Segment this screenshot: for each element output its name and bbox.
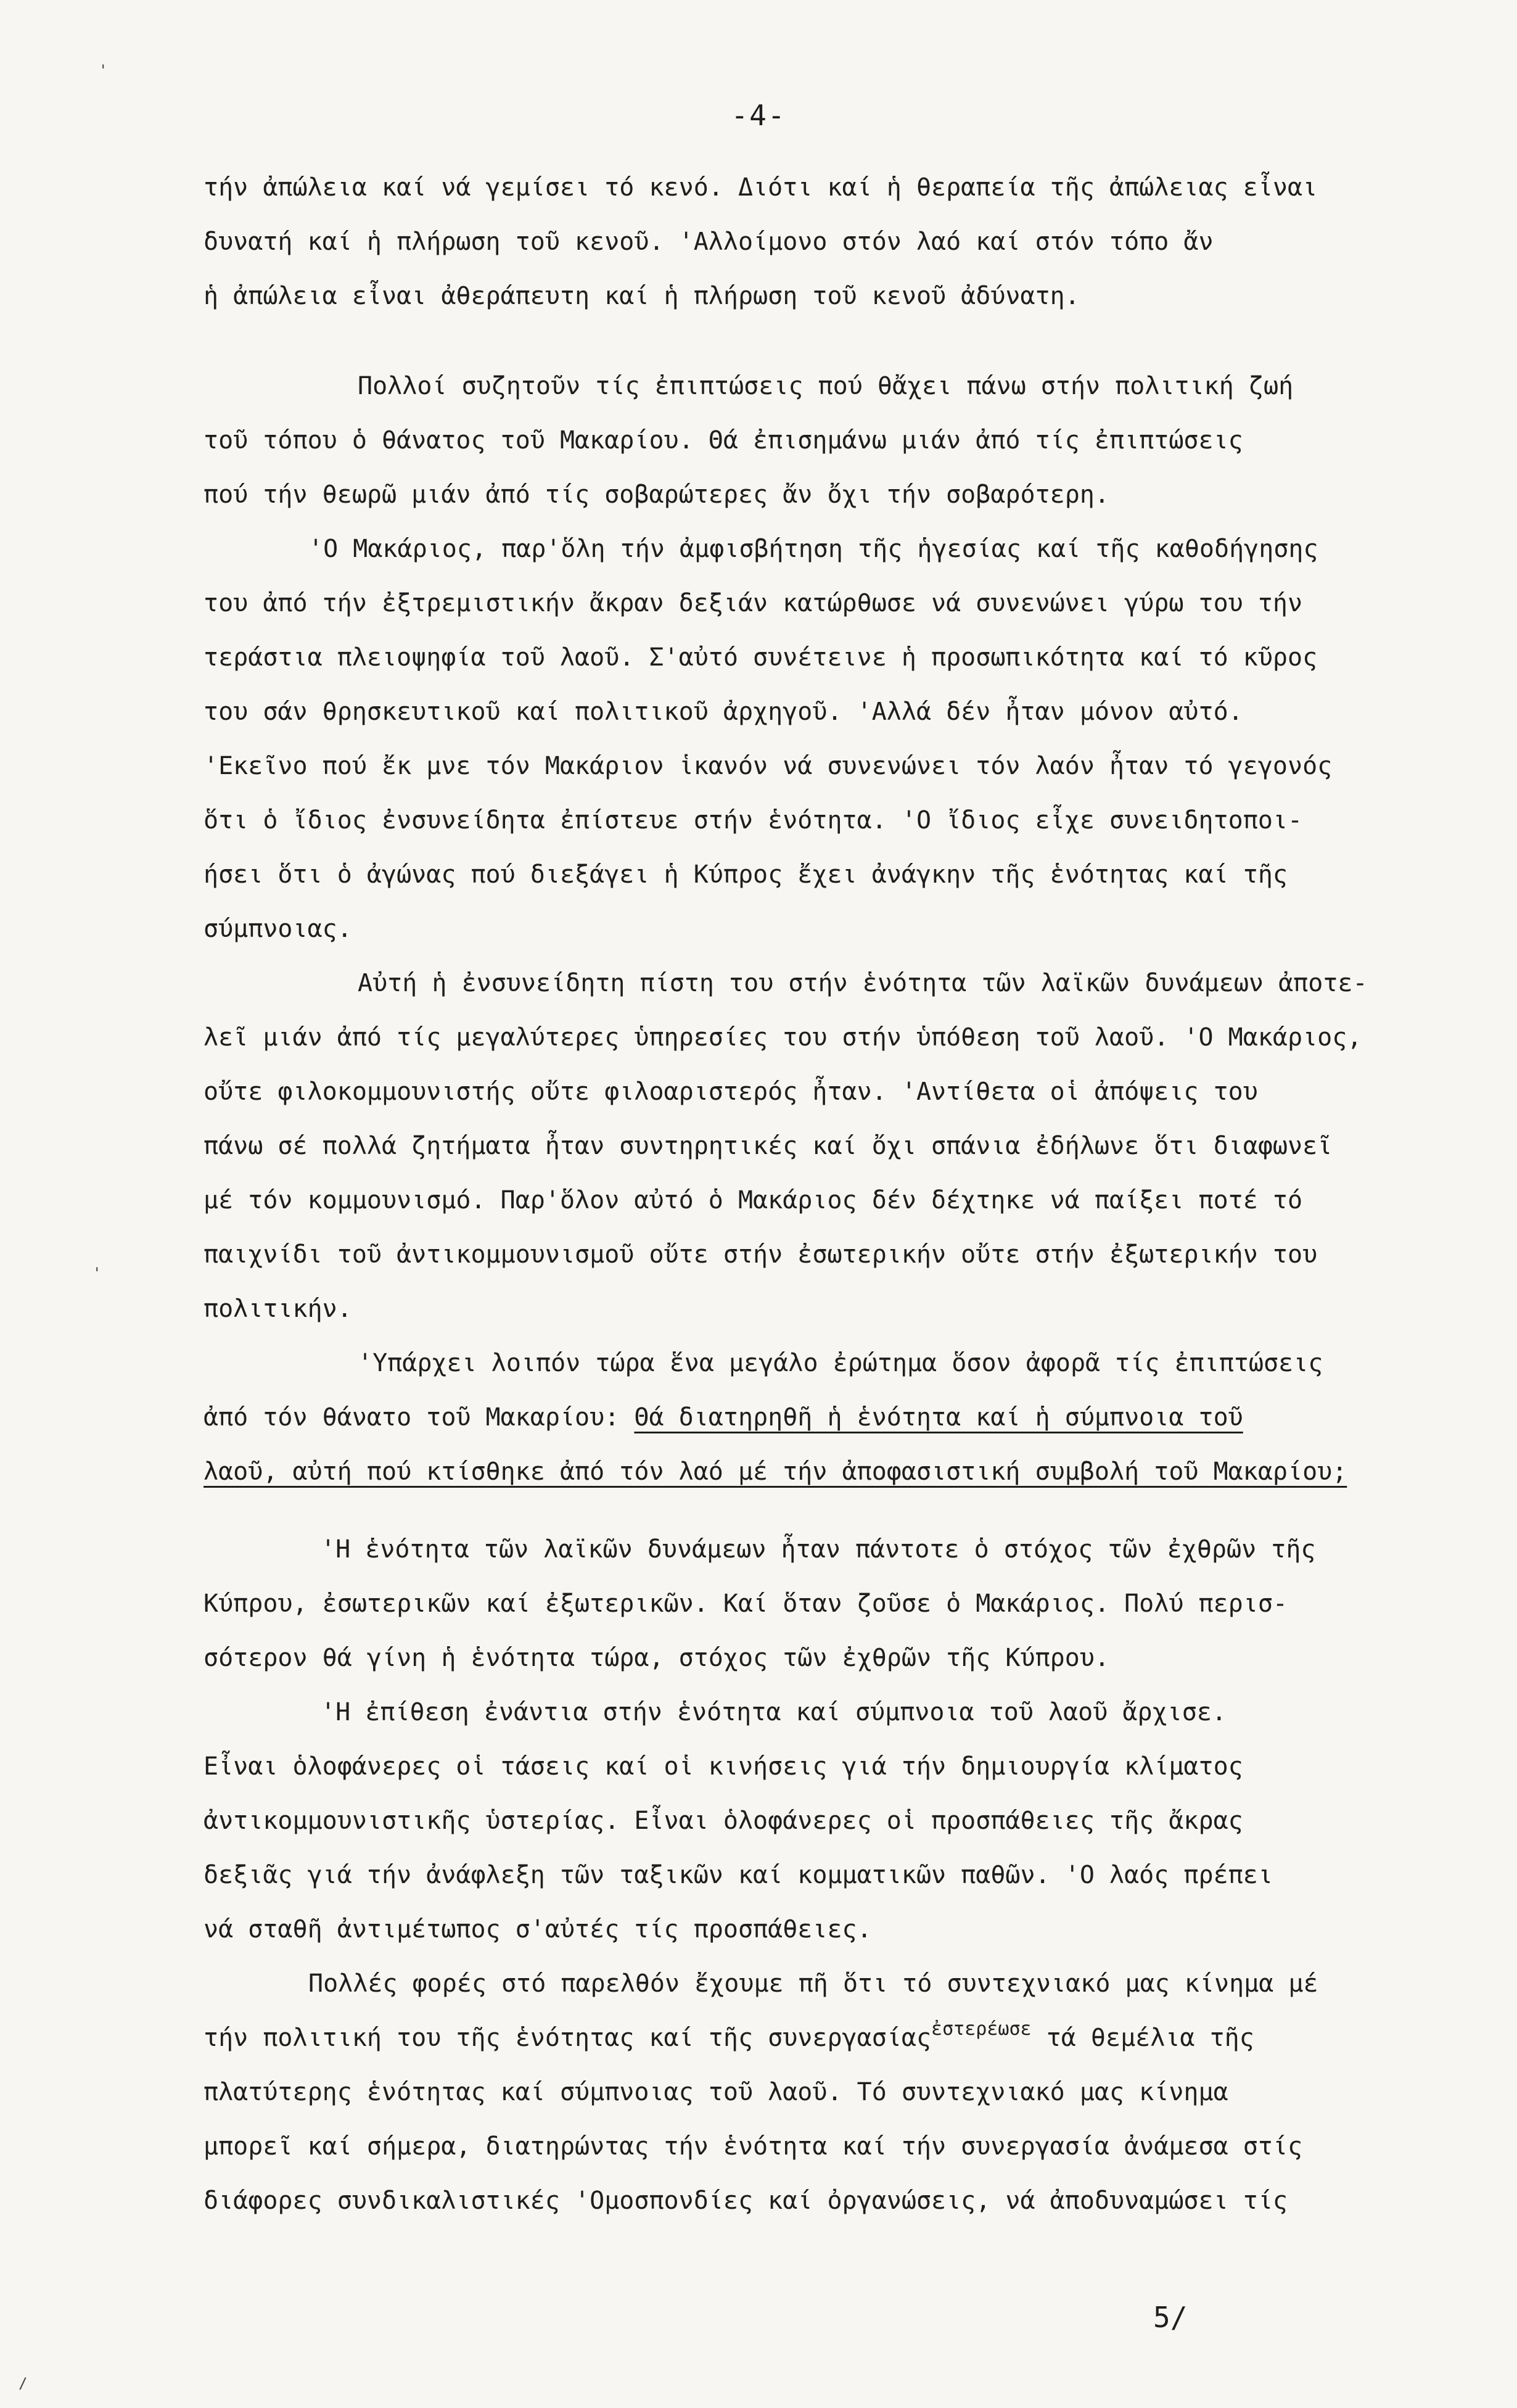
text-line: διάφορες συνδικαλιστικές 'Ομοσπονδίες καί ὀργανώσεις, νά ἀποδυναμώσει τίς: [204, 2187, 1288, 2215]
text-line: τεράστια πλειοψηφία τοῦ λαοῦ. Σ'αὐτό συνέτεινε ἡ προσωπικότητα καί τό κῦρος: [204, 643, 1318, 672]
text-line: σότερον θά γίνη ἡ ἑνότητα τώρα, στόχος τῶν ἐχθρῶν τῆς Κύπρου.: [204, 1644, 1110, 1672]
scan-mark: /: [18, 2375, 28, 2392]
underlined-question: λαοῦ, αὐτή πού κτίσθηκε ἀπό τόν λαό μέ τήν ἀποφασιστική συμβολή τοῦ Μακαρίου;: [204, 1458, 1347, 1486]
text-line: λεῖ μιάν ἀπό τίς μεγαλύτερες ὑπηρεσίες του στήν ὑπόθεση τοῦ λαοῦ. 'Ο Μακάριος,: [204, 1023, 1362, 1052]
text-line: 'Η ἑνότητα τῶν λαϊκῶν δυνάμεων ἦταν πάντοτε ὁ στόχος τῶν ἐχθρῶν τῆς: [321, 1535, 1316, 1564]
text-line: ὅτι ὁ ἴδιος ἐνσυνείδητα ἐπίστευε στήν ἑνότητα. 'Ο ἴδιος εἶχε συνειδητοποι-: [204, 806, 1303, 835]
text-line: μπορεῖ καί σήμερα, διατηρώντας τήν ἑνότητα καί τήν συνεργασία ἀνάμεσα στίς: [204, 2132, 1303, 2161]
page-number: -4-: [731, 99, 786, 132]
text-line: Εἶναι ὁλοφάνερες οἱ τάσεις καί οἱ κινήσεις γιά τήν δημιουργία κλίματος: [204, 1752, 1243, 1781]
scan-mark: ': [92, 1264, 102, 1282]
text-line: μέ τόν κομμουνισμό. Παρ'ὅλον αὐτό ὁ Μακάριος δέν δέχτηκε νά παίξει ποτέ τό: [204, 1186, 1303, 1214]
text-line: [204, 2011, 1412, 2065]
superscript-insertion: ἐστερέωσε: [931, 2018, 1032, 2040]
underlined-question: Θά διατηρηθῆ ἡ ἑνότητα καί ἡ σύμπνοια τοῦ: [634, 1403, 1243, 1432]
text-line: πολιτικήν.: [204, 1295, 352, 1323]
text-line: τήν ἀπώλεια καί νά γεμίσει τό κενό. Διότι καί ἡ θεραπεία τῆς ἀπώλειας εἶναι: [204, 173, 1318, 202]
text-line: του ἀπό τήν ἐξτρεμιστικήν ἄκραν δεξιάν κατώρθωσε νά συνενώνει γύρω του τήν: [204, 589, 1303, 617]
text-line: πού τήν θεωρῶ μιάν ἀπό τίς σοβαρώτερες ἄν ὄχι τήν σοβαρότερη.: [204, 480, 1110, 509]
text-line: δεξιᾶς γιά τήν ἀνάφλεξη τῶν ταξικῶν καί κομματικῶν παθῶν. 'Ο λαός πρέπει: [204, 1861, 1273, 1889]
document-body: [204, 160, 1412, 2228]
text-fragment: ἀπό τόν θάνατο τοῦ Μακαρίου:: [204, 1403, 620, 1432]
text-line: 'Η ἐπίθεση ἐνάντια στήν ἑνότητα καί σύμπνοια τοῦ λαοῦ ἄρχισε.: [321, 1698, 1227, 1726]
text-line: Πολλές φορές στό παρελθόν ἔχουμε πῆ ὅτι τό συντεχνιακό μας κίνημα μέ: [308, 1969, 1318, 1998]
text-line: παιχνίδι τοῦ ἀντικομμουνισμοῦ οὔτε στήν ἐσωτερικήν οὔτε στήν ἐξωτερικήν του: [204, 1240, 1318, 1269]
text-line: ήσει ὅτι ὁ ἀγώνας πού διεξάγει ἡ Κύπρος ἔχει ἀνάγκην τῆς ἑνότητας καί τῆς: [204, 860, 1288, 889]
text-line: σύμπνοιας.: [204, 915, 352, 943]
text-line: δυνατή καί ἡ πλήρωση τοῦ κενοῦ. 'Αλλοίμονο στόν λαό καί στόν τόπο ἄν: [204, 228, 1214, 256]
text-line: 'Υπάρχει λοιπόν τώρα ἕνα μεγάλο ἐρώτημα ὅσον ἀφορᾶ τίς ἐπιπτώσεις: [358, 1349, 1323, 1377]
text-line: του σάν θρησκευτικοῦ καί πολιτικοῦ ἀρχηγοῦ. 'Αλλά δέν ἦταν μόνον αὐτό.: [204, 698, 1243, 726]
text-line: [204, 1390, 1412, 1445]
text-line: ἀντικομμουνιστικῆς ὑστερίας. Εἶναι ὁλοφάνερες οἱ προσπάθειες τῆς ἄκρας: [204, 1807, 1243, 1835]
text-fragment: τήν πολιτική του τῆς ἑνότητας καί τῆς συνεργασίας: [204, 2024, 932, 2052]
text-line: νά σταθῆ ἀντιμέτωπος σ'αὐτές τίς προσπάθειες.: [204, 1915, 872, 1944]
text-line: Πολλοί συζητοῦν τίς ἐπιπτώσεις πού θἄχει πάνω στήν πολιτική ζωή: [358, 372, 1294, 400]
text-line: Κύπρου, ἐσωτερικῶν καί ἐξωτερικῶν. Καί ὅταν ζοῦσε ὁ Μακάριος. Πολύ περισ-: [204, 1590, 1288, 1618]
text-line: οὔτε φιλοκομμουνιστής οὔτε φιλοαριστερός ἦταν. 'Αντίθετα οἱ ἀπόψεις του: [204, 1078, 1258, 1106]
text-line: Αὐτή ἡ ἐνσυνείδητη πίστη του στήν ἑνότητα τῶν λαϊκῶν δυνάμεων ἀποτε-: [358, 969, 1368, 997]
scan-mark: ': [99, 62, 108, 79]
text-line: 'Εκεῖνο πού ἔκ μνε τόν Μακάριον ἱκανόν νά συνενώνει τόν λαόν ἦταν τό γεγονός: [204, 752, 1333, 780]
text-fragment: τά θεμέλια τῆς: [1046, 2024, 1254, 2052]
text-line: πλατύτερης ἑνότητας καί σύμπνοιας τοῦ λαοῦ. Τό συντεχνιακό μας κίνημα: [204, 2078, 1228, 2106]
text-line: 'Ο Μακάριος, παρ'ὅλη τήν ἀμφισβήτηση τῆς ἡγεσίας καί τῆς καθοδήγησης: [308, 535, 1318, 563]
text-line: τοῦ τόπου ὁ θάνατος τοῦ Μακαρίου. Θά ἐπισημάνω μιάν ἀπό τίς ἐπιπτώσεις: [204, 426, 1243, 455]
text-line: πάνω σέ πολλά ζητήματα ἦταν συντηρητικές καί ὄχι σπάνια ἐδήλωνε ὅτι διαφωνεῖ: [204, 1132, 1333, 1160]
next-page-reference: 5/: [1153, 2301, 1188, 2334]
text-line: ἡ ἀπώλεια εἶναι ἀθεράπευτη καί ἡ πλήρωση τοῦ κενοῦ ἀδύνατη.: [204, 282, 1080, 310]
